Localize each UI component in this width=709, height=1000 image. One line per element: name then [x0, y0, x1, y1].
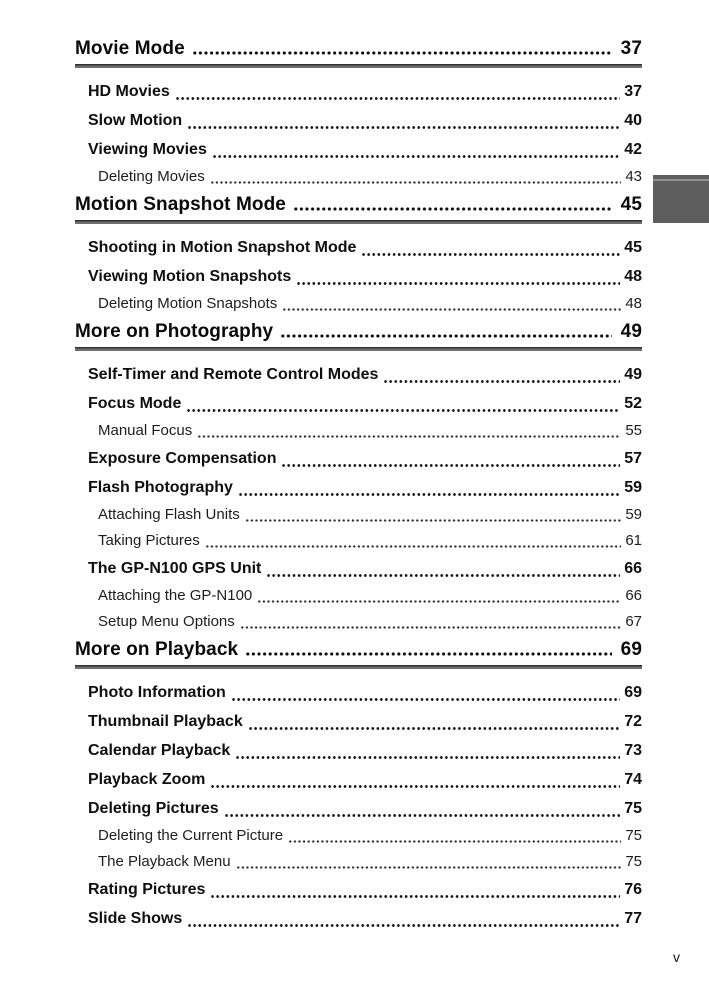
- entry-page-number: 57: [624, 450, 642, 467]
- entry-page-number: 49: [620, 321, 642, 342]
- toc-section: [75, 637, 642, 933]
- toc-section-heading[interactable]: [75, 319, 642, 344]
- section-entries: [75, 360, 642, 635]
- entry-label: Attaching the GP-N100: [98, 587, 253, 604]
- toc-entry[interactable]: [75, 849, 642, 875]
- entry-label: HD Movies: [88, 83, 170, 100]
- entry-page-number: 59: [625, 506, 642, 523]
- toc-entry[interactable]: [75, 164, 642, 190]
- entry-page-number: 40: [624, 112, 642, 129]
- entry-label: Rating Pictures: [88, 881, 206, 898]
- entry-page-number: 74: [624, 771, 642, 788]
- dot-leader: [210, 783, 620, 790]
- dot-leader: [235, 754, 620, 761]
- entry-label: Deleting the Current Picture: [98, 827, 284, 844]
- toc-entry[interactable]: [75, 389, 642, 418]
- entry-label: Exposure Compensation: [88, 450, 277, 467]
- entry-label: Setup Menu Options: [98, 613, 235, 630]
- toc-entry[interactable]: [75, 554, 642, 583]
- entry-page-number: 66: [625, 587, 642, 604]
- dot-leader: [293, 205, 612, 213]
- entry-label: Thumbnail Playback: [88, 713, 243, 730]
- toc-entry[interactable]: [75, 794, 642, 823]
- dot-leader: [210, 179, 622, 186]
- entry-label: Calendar Playback: [88, 742, 231, 759]
- dot-leader: [187, 124, 620, 131]
- toc-entry[interactable]: [75, 360, 642, 389]
- dot-leader: [224, 812, 621, 819]
- dot-leader: [361, 251, 620, 258]
- section-title-label: More on Photography: [75, 321, 274, 342]
- entry-page-number: 75: [625, 853, 642, 870]
- toc-entry[interactable]: [75, 736, 642, 765]
- toc-entry[interactable]: [75, 502, 642, 528]
- entry-page-number: 43: [625, 168, 642, 185]
- entry-page-number: 52: [624, 395, 642, 412]
- toc-entry[interactable]: [75, 106, 642, 135]
- entry-label: Viewing Movies: [88, 141, 207, 158]
- toc-entry[interactable]: [75, 262, 642, 291]
- toc-section-heading[interactable]: [75, 637, 642, 662]
- toc-section: [75, 319, 642, 635]
- toc-entry[interactable]: [75, 583, 642, 609]
- entry-label: Focus Mode: [88, 395, 182, 412]
- entry-label: Photo Information: [88, 684, 226, 701]
- entry-page-number: 37: [620, 38, 642, 59]
- entry-label: Slide Shows: [88, 910, 183, 927]
- dot-leader: [240, 624, 622, 631]
- entry-page-number: 67: [625, 613, 642, 630]
- toc-entry[interactable]: [75, 765, 642, 794]
- toc-entry[interactable]: [75, 473, 642, 502]
- dot-leader: [197, 433, 621, 440]
- entry-label: Shooting in Motion Snapshot Mode: [88, 239, 357, 256]
- dot-leader: [231, 696, 620, 703]
- toc-entry[interactable]: [75, 444, 642, 473]
- toc-entry[interactable]: [75, 291, 642, 317]
- toc-entry[interactable]: [75, 678, 642, 707]
- dot-leader: [205, 543, 622, 550]
- toc-entry[interactable]: [75, 609, 642, 635]
- entry-label: The GP-N100 GPS Unit: [88, 560, 262, 577]
- toc-entry[interactable]: [75, 707, 642, 736]
- entry-page-number: 66: [624, 560, 642, 577]
- section-title-label: Movie Mode: [75, 38, 185, 59]
- entry-label: Flash Photography: [88, 479, 233, 496]
- toc-entry[interactable]: [75, 528, 642, 554]
- dot-leader: [266, 572, 620, 579]
- dot-leader: [236, 864, 622, 871]
- entry-page-number: 69: [624, 684, 642, 701]
- dot-leader: [383, 378, 620, 385]
- toc-entry[interactable]: [75, 135, 642, 164]
- toc-section-heading[interactable]: [75, 192, 642, 217]
- entry-page-number: 61: [625, 532, 642, 549]
- dot-leader: [192, 49, 612, 57]
- dot-leader: [210, 893, 620, 900]
- section-entries: [75, 233, 642, 317]
- entry-label: Self-Timer and Remote Control Modes: [88, 366, 379, 383]
- toc-entry[interactable]: [75, 418, 642, 444]
- entry-label: Deleting Motion Snapshots: [98, 295, 278, 312]
- dot-leader: [245, 650, 612, 658]
- entry-label: The Playback Menu: [98, 853, 231, 870]
- dot-leader: [187, 922, 620, 929]
- entry-page-number: 72: [624, 713, 642, 730]
- section-heading-rule: [75, 665, 642, 669]
- toc-entry[interactable]: [75, 77, 642, 106]
- dot-leader: [288, 838, 621, 845]
- dot-leader: [282, 306, 621, 313]
- entry-page-number: 42: [624, 141, 642, 158]
- page-number: v: [673, 949, 680, 965]
- entry-page-number: 76: [624, 881, 642, 898]
- chapter-tab: [653, 175, 709, 223]
- toc-entry[interactable]: [75, 904, 642, 933]
- section-title-label: More on Playback: [75, 639, 239, 660]
- entry-page-number: 49: [624, 366, 642, 383]
- entry-label: Viewing Motion Snapshots: [88, 268, 292, 285]
- toc-entry[interactable]: [75, 875, 642, 904]
- toc-section: [75, 36, 642, 190]
- section-entries: [75, 678, 642, 933]
- entry-label: Slow Motion: [88, 112, 183, 129]
- entry-page-number: 48: [625, 295, 642, 312]
- entry-label: Attaching Flash Units: [98, 506, 240, 523]
- entry-page-number: 59: [624, 479, 642, 496]
- page-footer: [673, 949, 680, 965]
- entry-label: Manual Focus: [98, 422, 193, 439]
- dot-leader: [245, 517, 622, 524]
- entry-label: Playback Zoom: [88, 771, 206, 788]
- section-title-label: Motion Snapshot Mode: [75, 194, 286, 215]
- toc-entry[interactable]: [75, 233, 642, 262]
- section-heading-rule: [75, 64, 642, 68]
- dot-leader: [212, 153, 620, 160]
- dot-leader: [257, 598, 621, 605]
- dot-leader: [186, 407, 620, 414]
- section-heading-rule: [75, 220, 642, 224]
- dot-leader: [296, 280, 620, 287]
- entry-page-number: 45: [620, 194, 642, 215]
- dot-leader: [175, 95, 620, 102]
- toc: [75, 36, 642, 935]
- dot-leader: [281, 462, 620, 469]
- entry-label: Deleting Movies: [98, 168, 205, 185]
- entry-page-number: 75: [625, 827, 642, 844]
- toc-entry[interactable]: [75, 823, 642, 849]
- entry-label: Deleting Pictures: [88, 800, 219, 817]
- entry-page-number: 73: [624, 742, 642, 759]
- dot-leader: [280, 332, 611, 340]
- entry-page-number: 77: [624, 910, 642, 927]
- entry-page-number: 45: [624, 239, 642, 256]
- dot-leader: [238, 491, 620, 498]
- entry-page-number: 75: [624, 800, 642, 817]
- entry-page-number: 48: [624, 268, 642, 285]
- entry-label: Taking Pictures: [98, 532, 200, 549]
- toc-section: [75, 192, 642, 317]
- section-heading-rule: [75, 347, 642, 351]
- toc-section-heading[interactable]: [75, 36, 642, 61]
- section-entries: [75, 77, 642, 190]
- entry-page-number: 37: [624, 83, 642, 100]
- dot-leader: [248, 725, 620, 732]
- entry-page-number: 55: [625, 422, 642, 439]
- entry-page-number: 69: [620, 639, 642, 660]
